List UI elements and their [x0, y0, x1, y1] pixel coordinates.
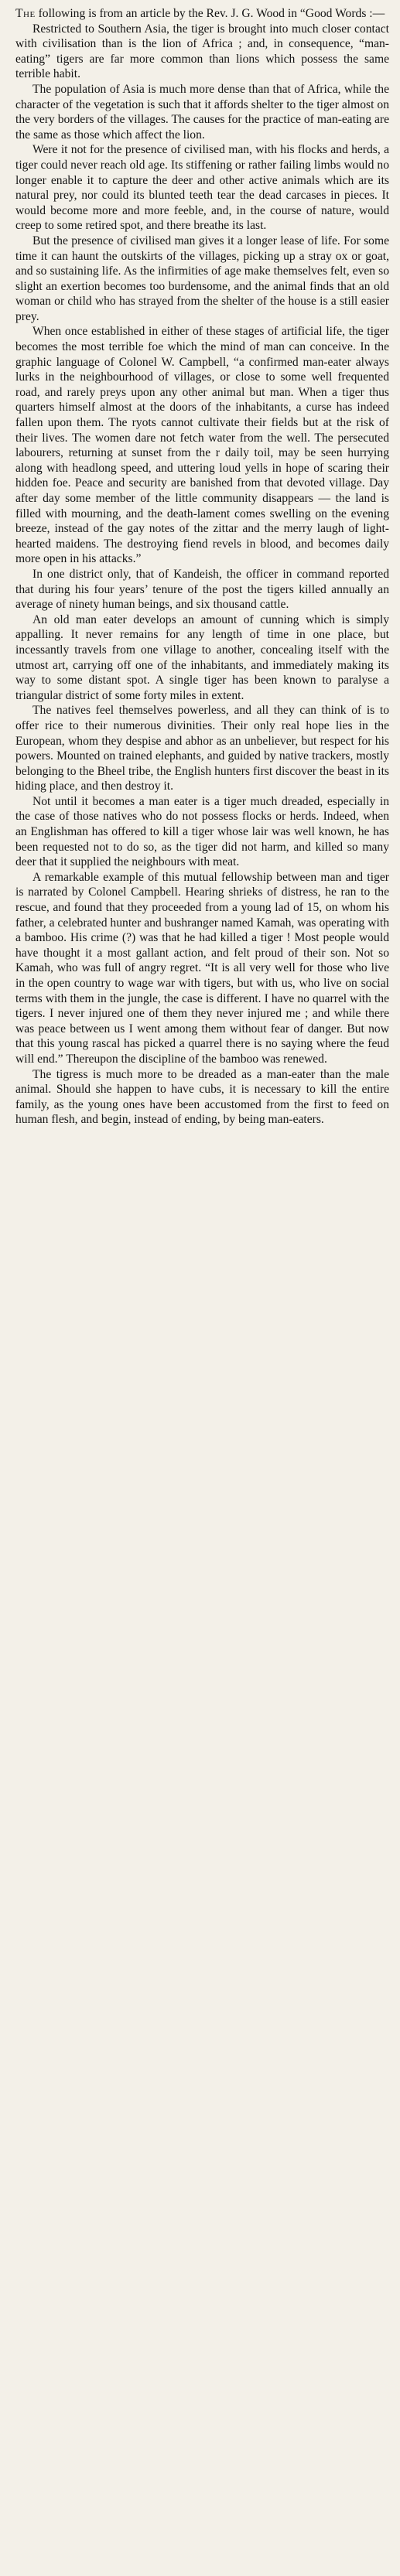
intro-paragraph: [15, 6, 389, 22]
intro-lead-word: The: [15, 7, 36, 20]
paragraph-tigress: The tigress is much more to be dreaded as a man-eater than the male animal. Should she happen to have cubs, it is necessary to kill the entire family, as the young ones have been accustomed from the first to feed on human flesh, and begin, instead of ending, by being man-eaters.: [15, 1067, 389, 1127]
paragraph-longer-lease: But the presence of civilised man gives it a longer lease of life. For some time it can haunt the outskirts of the villages, picking up a stray ox or goat, and so sustaining life. As the infirmities of age make themselves felt, even so slight an exertion becomes too burdensome, and the animal finds that an old woman or child who has strayed from the shelter of the house is a still easier prey.: [15, 234, 389, 323]
paragraph-kandeish: In one district only, that of Kandeish, the officer in command reported that during his four years’ tenure of the post the tigers killed annually an average of ninety human beings, and six thousand cattle.: [15, 567, 389, 612]
paragraph-civilised-man: Were it not for the presence of civilised man, with his flocks and herds, a tiger could never reach old age. Its stiffening or rather failing limbs would no longer enable it to capture the deer and other active animals which are its natural prey, nor could its blunted teeth tear the dead carcases in pieces. It would become more and more feeble, and, in the course of nature, would creep to some retired spot, and there breathe its last.: [15, 143, 389, 233]
paragraph-restricted-asia: Restricted to Southern Asia, the tiger is brought into much closer contact with civilisation than is the lion of Africa ; and, in consequence, “man-eating” tigers are far more common than lions which possess the same terrible habit.: [15, 22, 389, 81]
paragraph-natives-powerless: The natives feel themselves powerless, and all they can think of is to offer rice to their numerous divinities. Their only real hope lies in the European, whom they despise and abhor as an unbeliever, but respect for his powers. Mounted on trained elephants, and guided by native trackers, mostly belonging to the Bheel tribe, the English hunters first discover the beast in its hiding place, and then destroy it.: [15, 704, 389, 793]
paragraph-kamah-story: A remarkable example of this mutual fellowship between man and tiger is narrated by Colonel Campbell. Hearing shrieks of distress, he ran to the rescue, and found that they proceeded from a young lad of 15, on whom his father, a celebrated hunter and bushranger named Kamah, was operating with a bamboo. His crime (?) was that he had killed a tiger ! Most people would have thought it a most gallant action, and felt proud of their son. Not so Kamah, who was full of angry regret. “It is all very well for those who live in the open country to wage war with tigers, but with us, who live on social terms with them in the jungle, the case is different. I have no quarrel with the tigers. I never injured one of them they never injured me ; and while there was peace between us I went among them without fear of danger. But now that this young rascal has picked a quarrel there is no saying where the feud will end.” Thereupon the discipline of the bamboo was renewed.: [15, 870, 389, 1066]
intro-text: following is from an article by the Rev. J. G. Wood in “Good Words :—: [35, 7, 385, 20]
paragraph-campbell-quote: When once established in either of these stages of artificial life, the tiger becomes the most terrible foe which the mind of man can conceive. In the graphic language of Colonel W. Campbell, “a confirmed man-eater always lurks in the neighbourhood of villages, or close to some well frequented road, and rarely preys upon any other animal but man. When a tiger thus quarters himself almost at the doors of the inhabitants, a curse has indeed fallen upon them. The ryots cannot cultivate their fields but at the risk of their lives. The women dare not fetch water from the well. The persecuted labourers, returning at sunset from the r daily toil, may be seen hurrying along with headlong speed, and uttering loud yells in hope of scaring their hidden foe. Peace and security are banished from that devoted village. Day after day some member of the little community disappears — the land is filled with mourning, and the death-lament comes swelling on the evening breeze, instead of the gay notes of the zittar and the merry laugh of light-hearted maidens. The destroying fiend revels in blood, and becomes daily more open in his attacks.”: [15, 325, 389, 566]
paragraph-not-until: Not until it becomes a man eater is a tiger much dreaded, especially in the case of those natives who do not possess flocks or herds. Indeed, when an Englishman has offered to kill a tiger whose lair was well known, he has been requested not to do so, as the tiger did not harm, and killed so many deer that it supplied the neighbours with meat.: [15, 794, 389, 869]
paragraph-population-asia: The population of Asia is much more dense than that of Africa, while the character of the vegetation is such that it affords shelter to the tiger almost on the very borders of the villages. The causes for the practice of man-eating are the same as those which affect the lion.: [15, 82, 389, 142]
paragraph-old-man-eater: An old man eater develops an amount of cunning which is simply appalling. It never remains for any length of time in one place, but incessantly travels from one village to another, concealing itself with the utmost art, carrying off one of the inhabitants, and immediately making its way to some distant spot. A single tiger has been known to paralyse a triangular district of some forty miles in extent.: [15, 612, 389, 702]
